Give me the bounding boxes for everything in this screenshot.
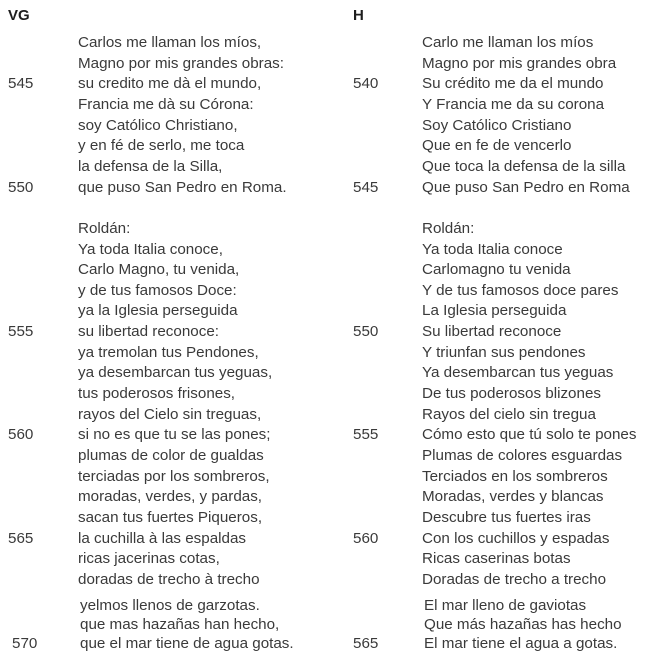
h-verse-line (0, 404, 596, 425)
h-column-header: H (353, 7, 364, 24)
vg-line-number: 570 (12, 634, 38, 652)
vg-verse-text: que mas hazañas han hecho, (80, 615, 280, 633)
vg-verse-text: ya desembarcan tus yeguas, (78, 364, 273, 382)
h-verse-line (0, 321, 562, 342)
h-verse-line (0, 156, 626, 177)
vg-verse-text: soy Católico Christiano, (78, 116, 238, 134)
h-verse-text: Que más hazañas has hecho (424, 615, 622, 633)
vg-column-header: VG (8, 7, 30, 24)
h-verse-line (0, 280, 619, 301)
h-verse-line (0, 548, 571, 569)
h-verse-text: Magno por mis grandes obra (422, 54, 617, 72)
h-verse-text: Su libertad reconoce (422, 323, 562, 341)
vg-line-number: 565 (8, 529, 34, 547)
h-verse-line (0, 53, 617, 74)
h-verse-text: Roldán: (422, 219, 475, 237)
h-verse-text: Soy Católico Cristiano (422, 116, 572, 134)
h-verse-line (0, 569, 607, 590)
h-line-number: 555 (353, 426, 379, 444)
vg-verse-text: yelmos llenos de garzotas. (80, 596, 260, 614)
vg-verse-text: y de tus famosos Doce: (78, 281, 237, 299)
h-verse-line (0, 300, 567, 321)
h-verse-line (0, 633, 618, 654)
h-line-number: 540 (353, 75, 379, 93)
vg-line-number: 560 (8, 426, 34, 444)
h-verse-line (0, 507, 591, 528)
h-verse-line (0, 445, 623, 466)
h-verse-line (0, 239, 563, 260)
h-verse-line (0, 115, 572, 136)
h-verse-text: Con los cuchillos y espadas (422, 529, 610, 547)
vg-verse-text: doradas de trecho à trecho (78, 570, 260, 588)
h-verse-text: Terciados en los sombreros (422, 467, 608, 485)
h-verse-text: Ya desembarcan tus yeguas (422, 364, 614, 382)
h-verse-text: Descubre tus fuertes iras (422, 508, 591, 526)
vg-verse-text: ya la Iglesia perseguida (78, 302, 238, 320)
h-verse-text: Que en fe de vencerlo (422, 137, 572, 155)
h-verse-line (0, 528, 610, 549)
vg-verse-text: plumas de color de gualdas (78, 447, 264, 464)
h-verse-text: Que toca la defensa de la silla (422, 157, 626, 175)
h-verse-line (0, 424, 637, 445)
vg-verse-text: la cuchilla à las espaldas (78, 529, 247, 547)
h-verse-line (0, 466, 608, 487)
vg-verse-text: tus poderosos frisones, (78, 385, 236, 402)
vg-verse-text: ya tremolan tus Pendones, (78, 343, 259, 361)
h-line-number: 560 (353, 529, 379, 547)
vg-verse-text: su credito me dà el mundo, (78, 75, 262, 93)
vg-verse-text: rayos del Cielo sin treguas, (78, 405, 262, 423)
h-verse-line (0, 94, 605, 115)
h-verse-text: Moradas, verdes y blancas (422, 488, 604, 506)
h-verse-text: El mar tiene el agua a gotas. (424, 634, 618, 652)
h-line-number: 550 (353, 323, 379, 341)
vg-verse-text: Magno por mis grandes obras: (78, 54, 284, 72)
vg-verse-text: moradas, verdes, y pardas, (78, 488, 263, 506)
h-verse-text: Que puso San Pedro en Roma (422, 178, 630, 196)
h-verse-line (0, 595, 587, 616)
h-verse-line (0, 362, 614, 383)
h-verse-line (0, 135, 572, 156)
vg-verse-text: Roldán: (78, 219, 131, 237)
vg-verse-text: que el mar tiene de agua gotas. (80, 634, 294, 652)
h-verse-text: Y triunfan sus pendones (422, 343, 586, 361)
vg-verse-text: su libertad reconoce: (78, 323, 219, 341)
h-verse-line (0, 177, 630, 198)
vg-verse-text: Francia me dà su Córona: (78, 95, 254, 113)
vg-verse-text: sacan tus fuertes Piqueros, (78, 508, 263, 526)
h-verse-line (0, 383, 601, 404)
vg-verse-text: ricas jacerinas cotas, (78, 550, 220, 568)
vg-verse-text: Carlo Magno, tu venida, (78, 261, 240, 279)
h-verse-line (0, 197, 334, 218)
h-verse-line (0, 342, 586, 363)
vg-line-number: 545 (8, 75, 34, 93)
h-verse-text: Plumas de colores esguardas (422, 447, 623, 464)
h-verse-text: Su crédito me da el mundo (422, 75, 604, 93)
h-verse-line (0, 486, 604, 507)
h-verse-text: Y de tus famosos doce pares (422, 281, 619, 299)
vg-verse-text: y en fé de serlo, me toca (78, 137, 245, 155)
h-verse-text: Ricas caserinas botas (422, 550, 571, 568)
h-verse-text: La Iglesia perseguida (422, 302, 567, 320)
h-line-number: 545 (353, 178, 379, 196)
h-verse-text: Cómo esto que tú solo te pones (422, 426, 637, 444)
vg-verse-text: Ya toda Italia conoce, (78, 240, 223, 258)
h-verse-line (0, 218, 475, 239)
h-verse-line (0, 614, 622, 635)
h-verse-text: Ya toda Italia conoce (422, 240, 563, 258)
vg-verse-text: la defensa de la Silla, (78, 157, 223, 175)
vg-verse-text: Carlos me llaman los míos, (78, 34, 262, 51)
h-verse-text: De tus poderosos blizones (422, 385, 601, 402)
h-verse-text: Carlomagno tu venida (422, 261, 571, 279)
h-verse-text: Rayos del cielo sin tregua (422, 405, 596, 423)
h-verse-line (0, 259, 571, 280)
h-verse-text: Y Francia me da su corona (422, 95, 605, 113)
vg-verse-text: terciadas por los sombreros, (78, 467, 270, 485)
vg-line-number: 550 (8, 178, 34, 196)
vg-verse-text: que puso San Pedro en Roma. (78, 178, 287, 196)
h-verse-text: El mar lleno de gaviotas (424, 596, 587, 614)
h-verse-line (0, 73, 604, 94)
h-verse-text: Carlo me llaman los míos (422, 34, 594, 51)
h-verse-text: Doradas de trecho a trecho (422, 570, 607, 588)
vg-verse-text: si no es que tu se las pones; (78, 426, 271, 444)
h-verse-line (0, 32, 594, 53)
vg-line-number: 555 (8, 323, 34, 341)
h-line-number: 565 (353, 634, 379, 652)
